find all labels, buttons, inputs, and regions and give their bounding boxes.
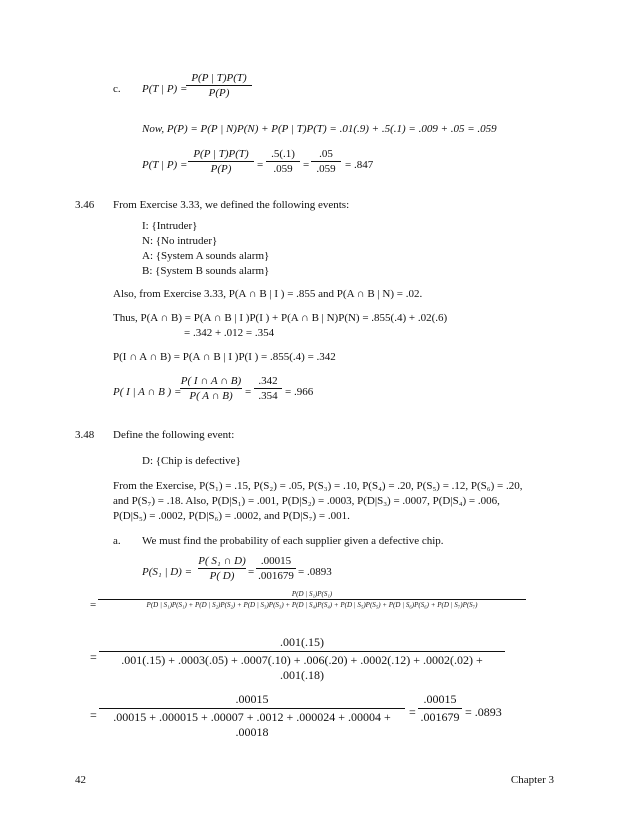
page-number: 42	[75, 774, 86, 786]
ex348-final-result: = .0893	[465, 705, 502, 719]
fraction-denominator: P(D | S₁)P(S₁) + P(D | S₂)P(S₂) + P(D | S₃)P(S₃) + P(D | S₄)P(S₄) + P(D | S₅)P(S₅) + P(D | S₆)P(S₆) + P(D | S₇)P(S₇)	[146, 601, 478, 609]
fraction-bar	[99, 651, 505, 652]
equals-sign: =	[409, 705, 416, 719]
exercise-number-3-46: 3.46	[75, 199, 95, 211]
fraction-numerator: P(P | T)P(T)	[193, 148, 249, 160]
fraction-numerator: .342	[258, 375, 278, 387]
ex346-cond-fraction-1	[180, 375, 242, 402]
ex346-thus-2: = .342 + .012 = .354	[184, 327, 275, 339]
fraction-bar	[186, 85, 252, 86]
ex346-also: Also, from Exercise 3.33, P(A ∩ B | I ) = .855 and P(A ∩ B | N) = .02.	[113, 288, 423, 300]
ex348-intro: Define the following event:	[113, 429, 235, 441]
equals-sign: =	[90, 599, 97, 611]
equals-sign: =	[90, 650, 97, 664]
fraction-numerator: .00015	[260, 555, 292, 567]
part-c-label: c.	[113, 83, 121, 95]
part-c-result: = .847	[345, 159, 374, 171]
fraction-bar	[254, 388, 282, 389]
equals-sign: =	[248, 566, 255, 578]
equals-sign: =	[257, 159, 264, 171]
ex348-final-fraction-2	[418, 692, 462, 725]
chapter-label: Chapter 3	[510, 774, 554, 786]
fraction-bar	[256, 568, 296, 569]
ex348-final-fraction-1	[99, 692, 405, 740]
fraction-numerator: .001(.15)	[280, 635, 324, 649]
ex346-event-system-b: B: {System B sounds alarm}	[142, 265, 270, 277]
ex348-bayes-fraction	[98, 590, 526, 609]
fraction-denominator: .001679	[420, 710, 460, 724]
fraction-numerator: P(D | S₁)P(S₁)	[291, 590, 333, 598]
equals-sign: =	[90, 708, 97, 722]
part-c-calc-fraction-1	[188, 148, 254, 175]
ex348-s1-result: = .0893	[298, 566, 332, 578]
ex346-event-no-intruder: N: {No intruder}	[142, 235, 218, 247]
part-c-formula-fraction	[186, 72, 252, 99]
fraction-denominator: P(P)	[208, 87, 230, 99]
ex346-event-system-a: A: {System A sounds alarm}	[142, 250, 270, 262]
equals-sign: =	[245, 386, 252, 398]
fraction-bar	[311, 161, 341, 162]
fraction-denominator: P(P)	[210, 163, 232, 175]
fraction-numerator: .5(.1)	[271, 148, 295, 160]
ex348-given-1: From the Exercise, P(S₁) = .15, P(S₂) = .05, P(S₃) = .10, P(S₄) = .20, P(S₅) = .12, P(S₆) = .20,	[113, 480, 523, 492]
ex346-cond-result: = .966	[285, 386, 314, 398]
ex346-cond-lhs: P( I | A ∩ B ) =	[113, 386, 182, 398]
fraction-denominator: .354	[258, 390, 278, 402]
fraction-denominator: .00015 + .000015 + .00007 + .0012 + .000024 + .00004 + .00018	[113, 710, 391, 739]
ex346-intro: From Exercise 3.33, we defined the following events:	[113, 199, 350, 211]
ex348-part-a-text: We must find the probability of each supplier given a defective chip.	[142, 535, 444, 547]
ex348-given-3: P(D|S₅) = .0002, P(D|S₆) = .0002, and P(D|S₇) = .001.	[113, 510, 350, 522]
ex346-intersection: P(I ∩ A ∩ B) = P(A ∩ B | I )P(I ) = .855(.4) = .342	[113, 351, 336, 363]
part-c-formula-lhs: P(T | P) =	[142, 83, 188, 95]
fraction-bar	[98, 599, 526, 600]
fraction-denominator: .059	[273, 163, 293, 175]
fraction-numerator: P( S₁ ∩ D)	[198, 555, 246, 567]
exercise-number-3-48: 3.48	[75, 429, 95, 441]
equals-sign: =	[303, 159, 310, 171]
ex348-given-2: and P(S₇) = .18. Also, P(D|S₁) = .001, P(D|S₂) = .0003, P(D|S₃) = .0007, P(D|S₄) = .006,	[113, 495, 500, 507]
ex346-event-intruder: I: {Intruder}	[142, 220, 198, 232]
fraction-numerator: .00015	[235, 692, 269, 706]
fraction-denominator: .001(.15) + .0003(.05) + .0007(.10) + .006(.20) + .0002(.12) + .0002(.02) + .001(.18)	[121, 653, 483, 682]
fraction-bar	[99, 708, 405, 709]
fraction-numerator: P(P | T)P(T)	[191, 72, 247, 84]
fraction-bar	[180, 388, 242, 389]
ex346-thus-1: Thus, P(A ∩ B) = P(A ∩ B | I )P(I ) + P(A ∩ B | N)P(N) = .855(.4) + .02(.6)	[113, 312, 448, 324]
part-c-calc-lhs: P(T | P) =	[142, 159, 188, 171]
fraction-bar	[188, 161, 254, 162]
ex348-numeric-fraction	[99, 635, 505, 683]
ex346-cond-fraction-2	[254, 375, 282, 402]
part-c-calc-fraction-2	[266, 148, 300, 175]
fraction-numerator: .05	[319, 148, 333, 160]
fraction-numerator: .00015	[423, 692, 457, 706]
part-c-now-line: Now, P(P) = P(P | N)P(N) + P(P | T)P(T) = .01(.9) + .5(.1) = .009 + .05 = .059	[142, 123, 497, 135]
fraction-denominator: P( A ∩ B)	[189, 390, 233, 402]
fraction-denominator: P( D)	[209, 570, 235, 582]
fraction-bar	[198, 568, 246, 569]
part-c-calc-fraction-3	[311, 148, 341, 175]
ex348-s1-lhs: P(S₁ | D) =	[142, 566, 193, 578]
fraction-bar	[418, 708, 462, 709]
fraction-bar	[266, 161, 300, 162]
ex348-s1-fraction-2	[256, 555, 296, 582]
fraction-denominator: .001679	[258, 570, 294, 582]
ex348-event: D: {Chip is defective}	[142, 455, 241, 467]
ex348-s1-fraction-1	[198, 555, 246, 582]
ex348-part-a-label: a.	[113, 535, 121, 547]
fraction-denominator: .059	[316, 163, 336, 175]
fraction-numerator: P( I ∩ A ∩ B)	[180, 375, 242, 387]
